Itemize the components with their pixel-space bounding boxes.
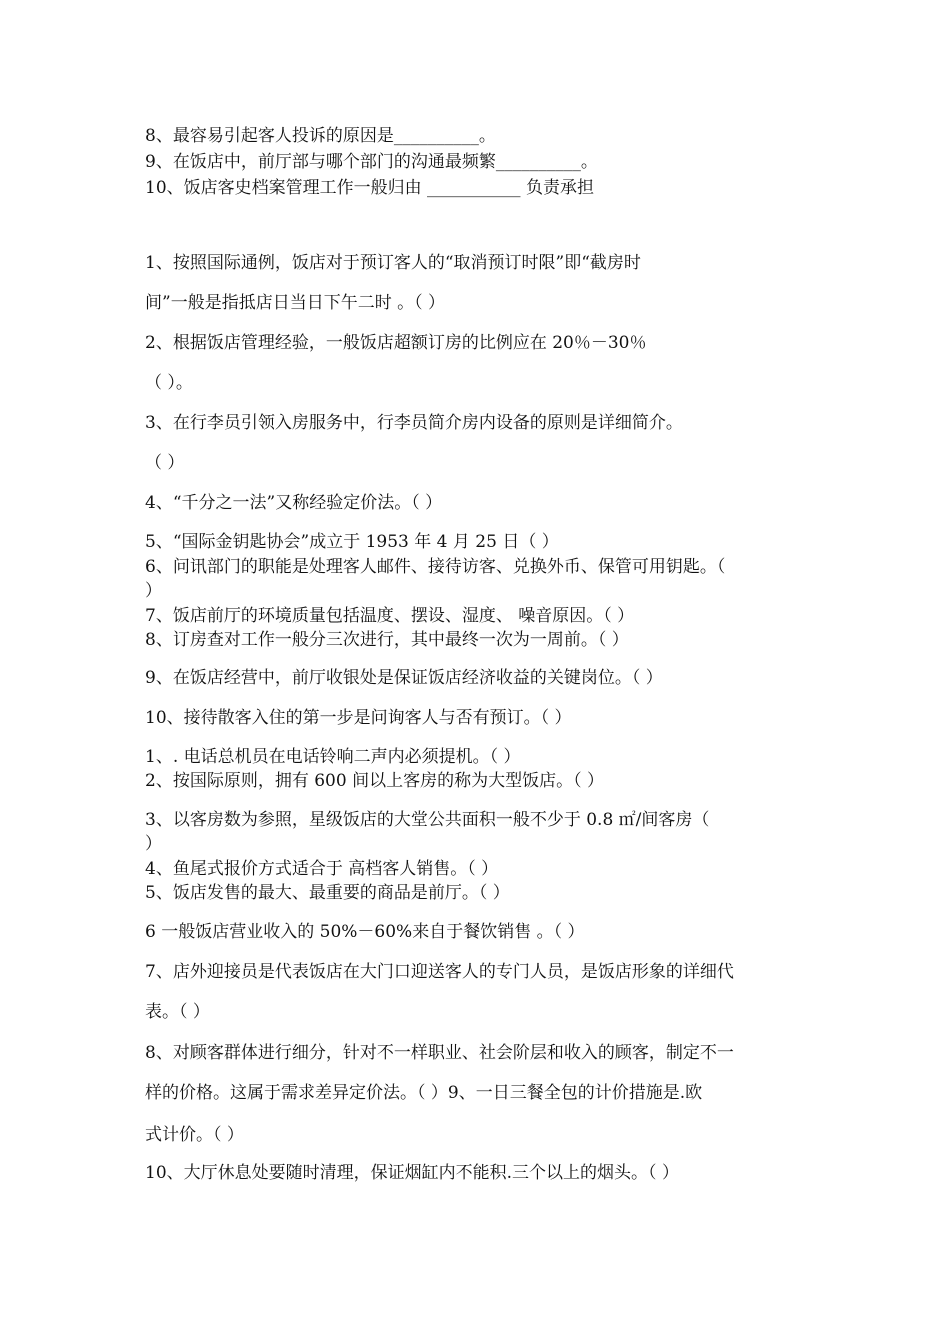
judge-a-line: 6、问讯部门的职能是处理客人邮件、接待访客、兑换外币、保管可用钥匙。（: [145, 557, 726, 577]
judge-b-line: 3、以客房数为参照，星级饭店的大堂公共面积一般不少于 0.8 ㎡/间客房（: [145, 810, 710, 830]
judge-b-line: 2、按国际原则，拥有 600 间以上客房的称为大型饭店。（ ）: [145, 771, 604, 791]
judge-a-line: 1、按照国际通例，饭店对于预订客人的“取消预订时限”即“截房时: [145, 253, 641, 273]
judge-a-line: ）: [145, 581, 162, 601]
judge-b-line: 7、店外迎接员是代表饭店在大门口迎送客人的专门人员，是饭店形象的详细代: [145, 962, 734, 982]
judge-a-line: 9、在饭店经营中，前厅收银处是保证饭店经济收益的关键岗位。（ ）: [145, 668, 663, 688]
judge-b-line: 样的价格。这属于需求差异定价法。（ ）9、一日三餐全包的计价措施是.欧: [145, 1083, 703, 1103]
judge-a-line: 3、在行李员引领入房服务中，行李员简介房内设备的原则是详细简介。: [145, 413, 683, 433]
judge-b-line: 5、饭店发售的最大、最重要的商品是前厅。（ ）: [145, 883, 510, 903]
judge-a-line: 4、“千分之一法”又称经验定价法。（ ）: [145, 493, 443, 513]
judge-b-line: ）: [145, 834, 162, 854]
judge-b-line: 式计价。（ ）: [145, 1125, 244, 1145]
judge-a-line: 2、根据饭店管理经验，一般饭店超额订房的比例应在 20％－30％: [145, 333, 647, 353]
fill-in-question-10: 10、饭店客史档案管理工作一般归由 ___________ 负责承担: [145, 178, 594, 198]
judge-a-line: 8、订房查对工作一般分三次进行，其中最终一次为一周前。（ ）: [145, 630, 629, 650]
judge-a-line: 间”一般是指抵店日当日下午二时 。（ ）: [145, 293, 445, 313]
judge-b-line: 6 一般饭店营业收入的 50%－60%来自于餐饮销售 。（ ）: [145, 922, 585, 942]
judge-a-line: 5、“国际金钥匙协会”成立于 1953 年 4 月 25 日（ ）: [145, 532, 559, 552]
fill-in-question-8: 8、最容易引起客人投诉的原因是__________。: [145, 126, 496, 146]
judge-b-line: 4、鱼尾式报价方式适合于 高档客人销售。（ ）: [145, 859, 499, 879]
judge-a-line: （ ）: [145, 453, 185, 473]
fill-in-question-9: 9、在饭店中，前厅部与哪个部门的沟通最频繁__________。: [145, 152, 598, 172]
judge-b-line: 10、大厅休息处要随时清理，保证烟缸内不能积.三个以上的烟头。（ ）: [145, 1163, 679, 1183]
judge-b-line: 8、对顾客群体进行细分，针对不一样职业、社会阶层和收入的顾客，制定不一: [145, 1043, 734, 1063]
judge-a-line: 10、接待散客入住的第一步是问询客人与否有预订。（ ）: [145, 708, 572, 728]
judge-b-line: 1、. 电话总机员在电话铃响二声内必须提机。（ ）: [145, 747, 521, 767]
judge-a-line: （ ）。: [145, 373, 193, 393]
judge-a-line: 7、饭店前厅的环境质量包括温度、摆设、湿度、 噪音原因。（ ）: [145, 606, 635, 626]
judge-b-line: 表。（ ）: [145, 1002, 210, 1022]
